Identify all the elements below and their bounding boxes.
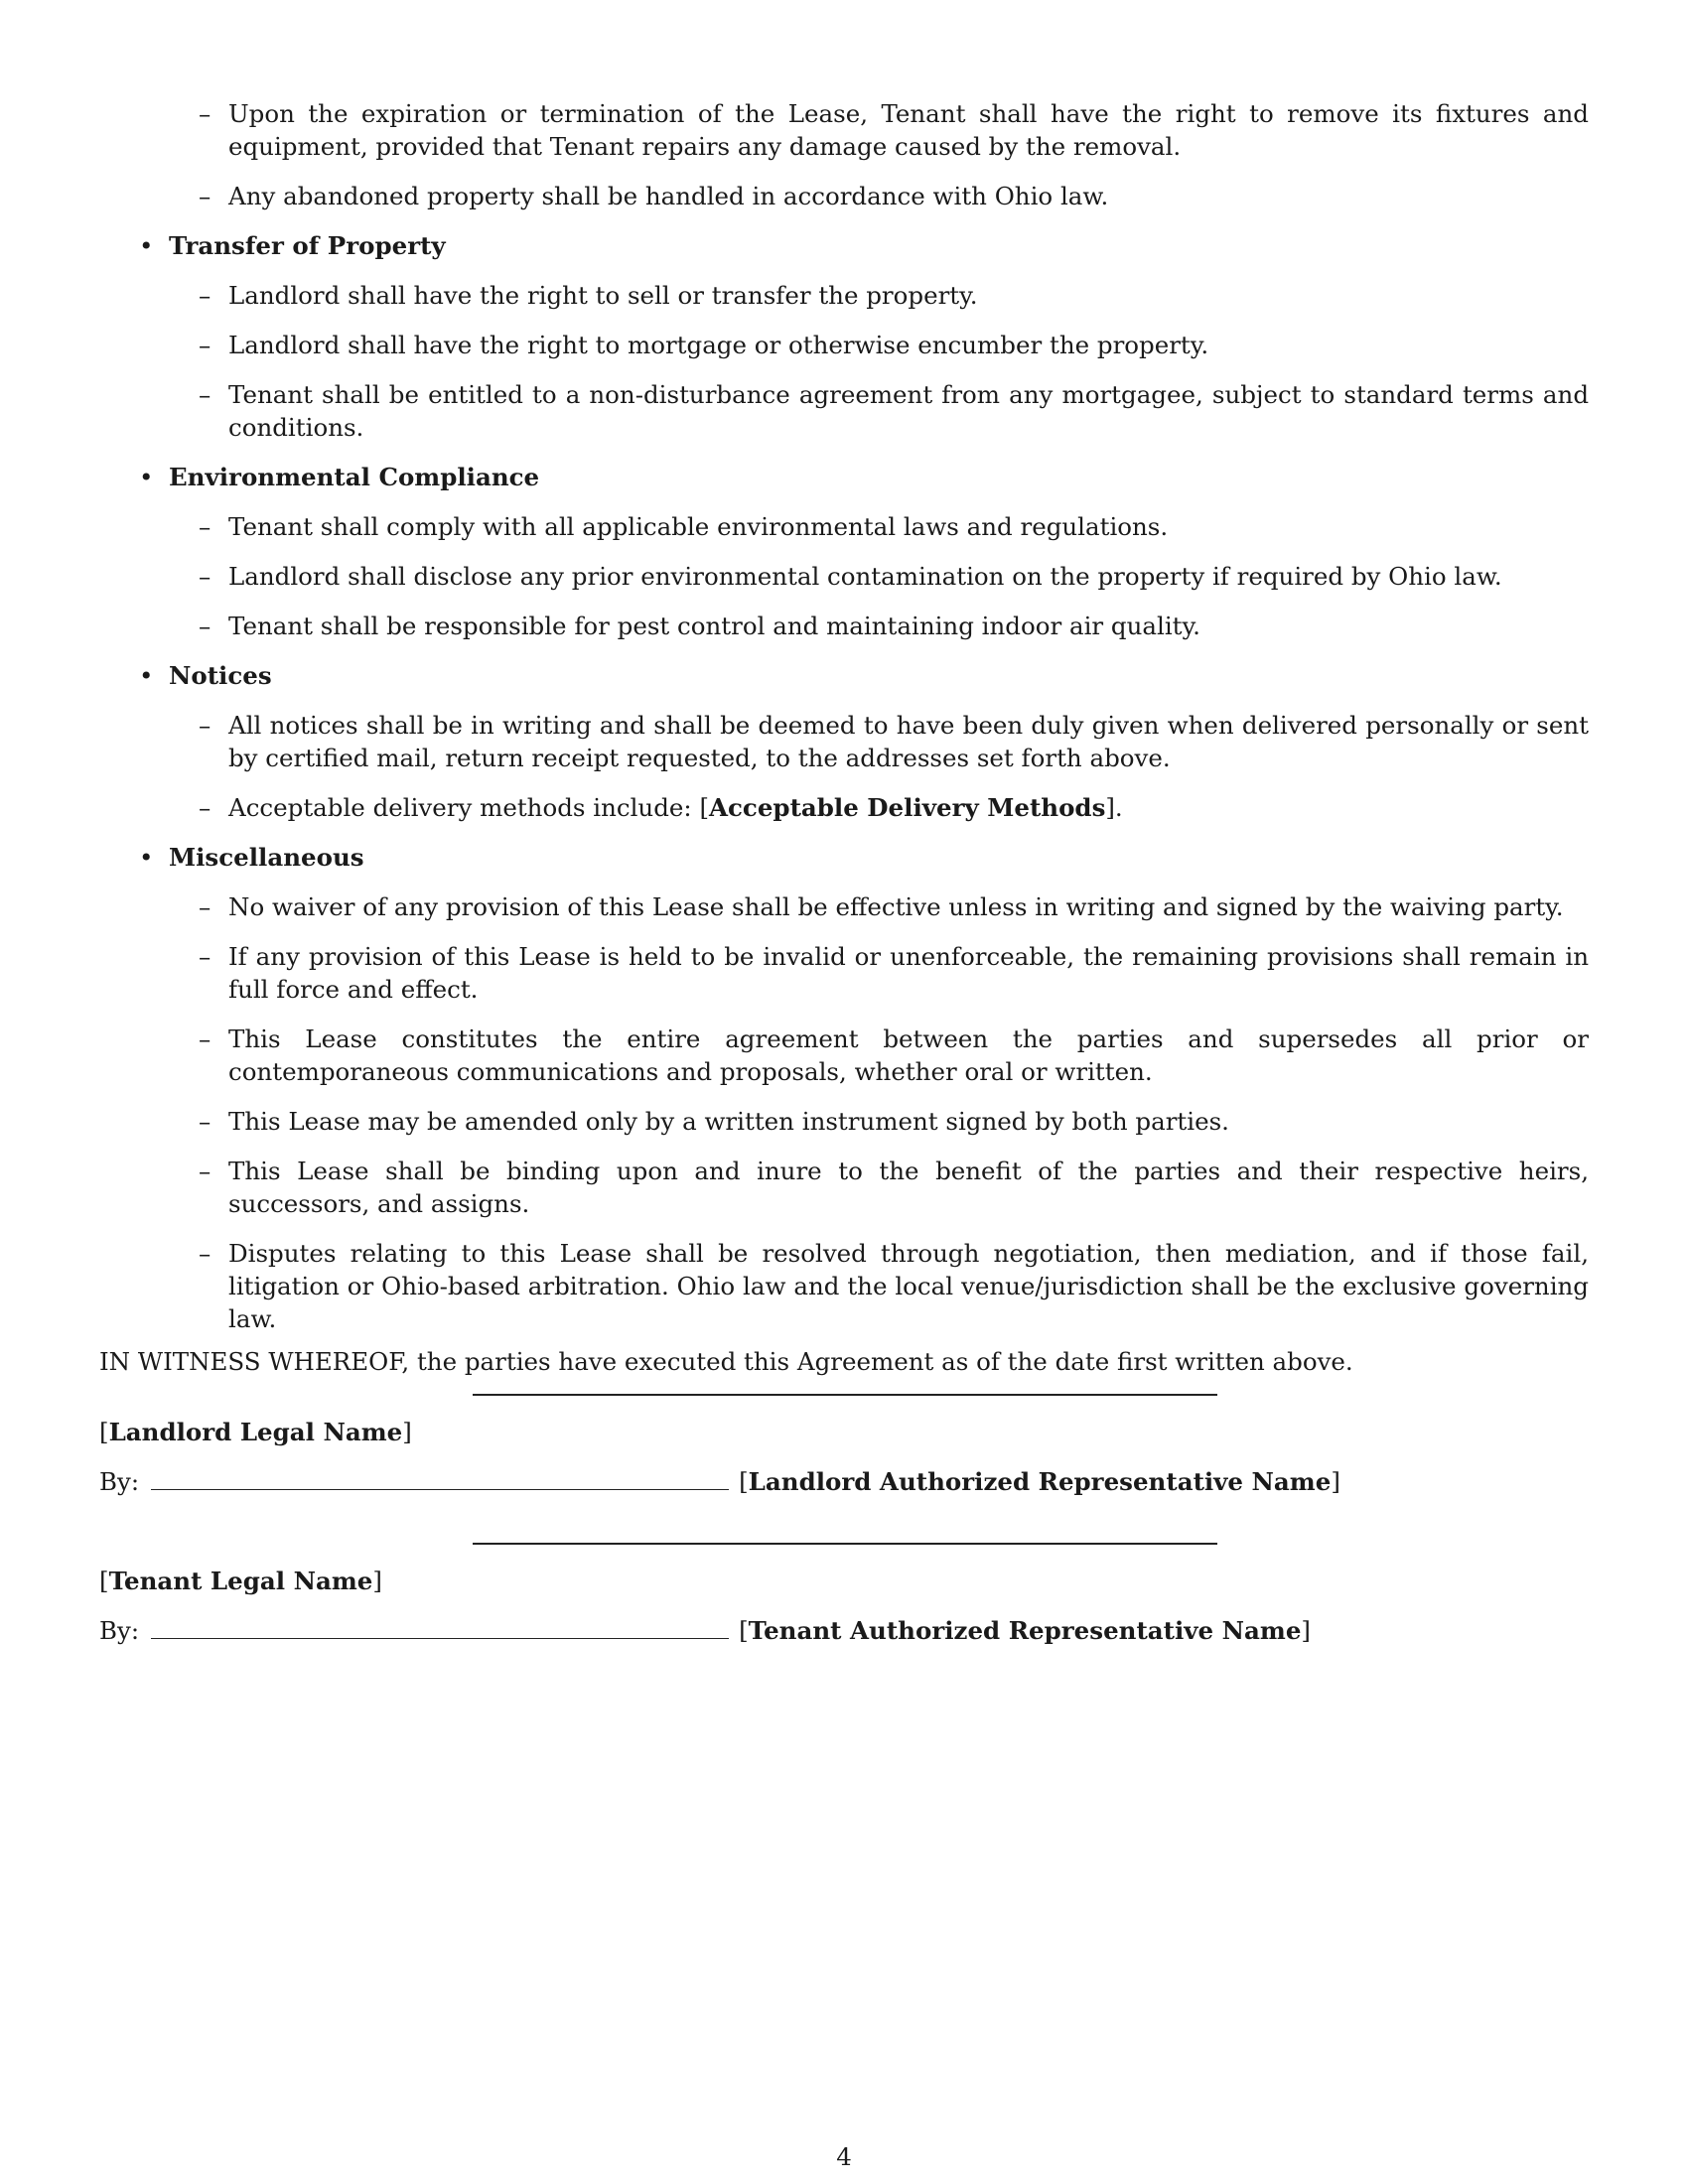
landlord-by-blank — [151, 1467, 729, 1490]
list-item — [99, 1237, 1589, 1335]
delivery-prefix: Acceptable delivery methods include: — [228, 793, 700, 822]
dash-marker: – — [199, 331, 211, 359]
bullet-marker: • — [139, 843, 154, 872]
dash-marker: – — [199, 793, 211, 822]
delivery-suffix: . — [1114, 793, 1123, 822]
dash-marker: – — [199, 1024, 211, 1053]
section-environmental-compliance — [99, 461, 1589, 642]
item-text: Any abandoned property shall be handled in accordance with Ohio law. — [228, 182, 1109, 210]
item-text: Landlord shall have the right to sell or transfer the property. — [228, 281, 978, 310]
landlord-rep-name — [739, 1467, 1340, 1496]
item-text: Landlord shall disclose any prior environmental contamination on the property if required by Ohio law. — [228, 562, 1502, 591]
list-item — [99, 1023, 1589, 1088]
bullet-marker: • — [139, 463, 154, 491]
section-items — [99, 890, 1589, 1335]
list-item — [99, 610, 1589, 642]
section-heading-text: Notices — [169, 661, 272, 690]
tenant-rep-name — [739, 1616, 1311, 1645]
item-text: Upon the expiration or termination of the Lease, Tenant shall have the right to remove its fixtures and equipment, provided that Tenant repairs any damage caused by the removal. — [228, 99, 1589, 161]
list-item — [99, 791, 1589, 824]
list-item — [99, 940, 1589, 1006]
dash-marker: – — [199, 1239, 211, 1268]
delivery-methods-placeholder: Acceptable Delivery Methods — [709, 793, 1106, 822]
tenant-by-line — [99, 1616, 1311, 1645]
dash-marker: – — [199, 711, 211, 740]
bracket-open: [ — [739, 1616, 749, 1645]
by-label: By: — [99, 1467, 140, 1496]
section-heading — [99, 461, 1589, 493]
list-item — [99, 560, 1589, 593]
dash-marker: – — [199, 380, 211, 409]
list-item — [99, 279, 1589, 312]
section-heading — [99, 229, 1589, 262]
section-miscellaneous — [99, 841, 1589, 1335]
bracket-close: ] — [372, 1567, 382, 1595]
bracket-open: [ — [99, 1418, 109, 1446]
bracket-open: [ — [99, 1567, 109, 1595]
dash-marker: – — [199, 612, 211, 640]
tenant-signature-line — [473, 1543, 1217, 1545]
section-items — [99, 510, 1589, 642]
tenant-by-blank — [151, 1616, 729, 1639]
bullet-marker: • — [139, 231, 154, 260]
section-notices — [99, 659, 1589, 824]
tenant-legal-name — [99, 1567, 382, 1595]
witness-clause: IN WITNESS WHEREOF, the parties have executed this Agreement as of the date first written above. — [99, 1347, 1353, 1376]
list-item — [99, 709, 1589, 774]
tenant-rep-name-text: Tenant Authorized Representative Name — [748, 1616, 1302, 1645]
dash-marker: – — [199, 892, 211, 921]
list-item — [99, 1105, 1589, 1138]
list-item — [99, 97, 1589, 163]
bracket-close: ] — [1301, 1616, 1311, 1645]
section-items — [99, 97, 1589, 212]
landlord-rep-name-text: Landlord Authorized Representative Name — [748, 1467, 1332, 1496]
bullet-marker: • — [139, 661, 154, 690]
list-item — [99, 1155, 1589, 1220]
landlord-by-line — [99, 1467, 1340, 1496]
landlord-signature-line — [473, 1394, 1217, 1396]
section-heading — [99, 659, 1589, 692]
dash-marker: – — [199, 942, 211, 971]
item-text: This Lease shall be binding upon and inure to the benefit of the parties and their respective heirs, successors, and assigns. — [228, 1157, 1589, 1218]
page-number: 4 — [836, 2142, 852, 2171]
list-item — [99, 180, 1589, 212]
section-heading-text: Environmental Compliance — [169, 463, 540, 491]
tenant-legal-name-text: Tenant Legal Name — [108, 1567, 373, 1595]
bracket-open: [ — [739, 1467, 749, 1496]
item-text: Tenant shall be responsible for pest control and maintaining indoor air quality. — [228, 612, 1200, 640]
dash-marker: – — [199, 1107, 211, 1136]
bracket-close: ] — [1105, 793, 1115, 822]
item-text: All notices shall be in writing and shall be deemed to have been duly given when delivered personally or sent by certified mail, return receipt requested, to the addresses set forth above. — [228, 711, 1589, 772]
bracket-open: [ — [699, 793, 709, 822]
section-heading-text: Transfer of Property — [169, 231, 446, 260]
list-item — [99, 510, 1589, 543]
dash-marker: – — [199, 512, 211, 541]
section-items — [99, 279, 1589, 444]
section-items — [99, 709, 1589, 824]
section-transfer-of-property — [99, 229, 1589, 444]
dash-marker: – — [199, 182, 211, 210]
bracket-close: ] — [402, 1418, 412, 1446]
item-text: Landlord shall have the right to mortgage or otherwise encumber the property. — [228, 331, 1209, 359]
section-continued — [99, 97, 1589, 212]
dash-marker: – — [199, 99, 211, 128]
dash-marker: – — [199, 1157, 211, 1185]
item-text: Disputes relating to this Lease shall be resolved through negotiation, then mediation, and if those fail, litigation or Ohio-based arbitration. Ohio law and the local venue/jurisdiction shall be the exclusive governing law. — [228, 1239, 1589, 1333]
list-item — [99, 378, 1589, 444]
item-text: No waiver of any provision of this Lease shall be effective unless in writing and signed by the waiving party. — [228, 892, 1564, 921]
dash-marker: – — [199, 562, 211, 591]
by-label: By: — [99, 1616, 140, 1645]
list-item — [99, 329, 1589, 361]
bracket-close: ] — [1331, 1467, 1340, 1496]
landlord-legal-name — [99, 1418, 412, 1446]
item-text: This Lease constitutes the entire agreement between the parties and supersedes all prior or contemporaneous communications and proposals, whether oral or written. — [228, 1024, 1589, 1086]
lease-sections — [99, 97, 1589, 1335]
item-text: This Lease may be amended only by a written instrument signed by both parties. — [228, 1107, 1229, 1136]
document-body — [99, 97, 1589, 1378]
landlord-legal-name-text: Landlord Legal Name — [108, 1418, 403, 1446]
section-heading — [99, 841, 1589, 874]
section-heading-text: Miscellaneous — [169, 843, 364, 872]
item-text: Tenant shall be entitled to a non-disturbance agreement from any mortgagee, subject to standard terms and conditions. — [228, 380, 1589, 442]
item-text: Tenant shall comply with all applicable environmental laws and regulations. — [228, 512, 1169, 541]
item-text: If any provision of this Lease is held to be invalid or unenforceable, the remaining provisions shall remain in full force and effect. — [228, 942, 1589, 1004]
dash-marker: – — [199, 281, 211, 310]
list-item — [99, 890, 1589, 923]
